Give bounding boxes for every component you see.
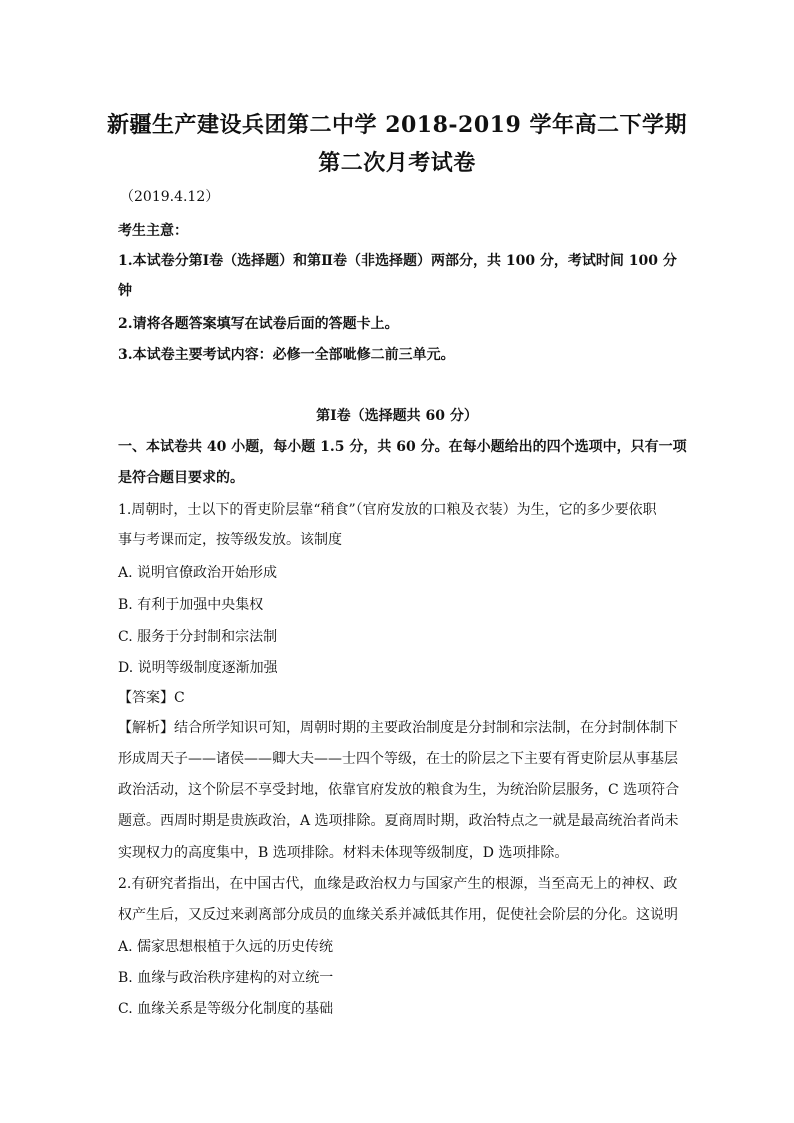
exam-title-line1: 新疆生产建设兵团第二中学 2018-2019 学年高二下学期 [107,112,687,138]
question-1-option-a: A. 说明官僚政治开始形成 [118,565,278,581]
question-1-option-c: C. 服务于分封制和宗法制 [118,629,278,645]
notice-line-1: 1.本试卷分第Ⅰ卷（选择题）和第Ⅱ卷（非选择题）两部分，共 100 分，考试时间 100 分 [118,253,677,269]
question-1-stem-cont: 事与考课而定，按等级发放。该制度 [118,532,342,548]
question-2-option-a: A. 儒家思想根植于久远的历史传统 [118,939,334,955]
notice-line-1-cont: 钟 [118,283,132,299]
question-1-option-b: B. 有利于加强中央集权 [118,597,264,613]
section-title: 第Ⅰ卷（选择题共 60 分） [316,408,478,424]
question-1-analysis-line-4: 题意。西周时期是贵族政治，A 选项排除。夏商周时期，政治特点之一就是最高统治者尚未 [118,813,679,829]
notice-heading: 考生主意： [118,223,188,239]
question-1-option-d: D. 说明等级制度逐渐加强 [118,660,278,676]
question-1-analysis-line-1: 【解析】结合所学知识可知，周朝时期的主要政治制度是分封制和宗法制，在分封制体制下 [118,720,678,736]
question-2-option-b: B. 血缘与政治秩序建构的对立统一 [118,970,334,986]
exam-title-line2: 第二次月考试卷 [318,150,476,176]
exam-date: （2019.4.12） [120,189,220,205]
question-2-option-c: C. 血缘关系是等级分化制度的基础 [118,1001,334,1017]
section-instructions: 一、本试卷共 40 小题，每小题 1.5 分，共 60 分。在每小题给出的四个选项中，只有一项 [118,439,687,455]
question-1-analysis-line-2: 形成周天子——诸侯——卿大夫——士四个等级，在士的阶层之下主要有胥吏阶层从事基层 [118,751,678,767]
question-2-stem-cont: 权产生后，又反过来剥离部分成员的血缘关系并减低其作用，促使社会阶层的分化。这说明 [118,907,678,923]
question-1-analysis-line-5: 实现权力的高度集中，B 选项排除。材料未体现等级制度，D 选项排除。 [118,845,569,861]
notice-line-2: 2.请将各题答案填写在试卷后面的答题卡上。 [118,316,399,332]
notice-line-3: 3.本试卷主要考试内容：必修一全部呲修二前三单元。 [118,347,455,363]
question-1-stem: 1.周朝时，士以下的胥吏阶层靠“稍食”（官府发放的口粮及衣装）为生，它的多少要依职 [118,502,657,518]
question-2-stem: 2.有研究者指出，在中国古代，血缘是政治权力与国家产生的根源，当至高无上的神权、政 [118,876,678,892]
question-1-analysis-line-3: 政治活动，这个阶层不享受封地，依靠官府发放的粮食为生，为统治阶层服务，C 选项符合 [118,782,680,798]
section-instructions-cont: 是符合题目要求的。 [118,470,244,486]
question-1-answer: 【答案】C [118,690,185,706]
